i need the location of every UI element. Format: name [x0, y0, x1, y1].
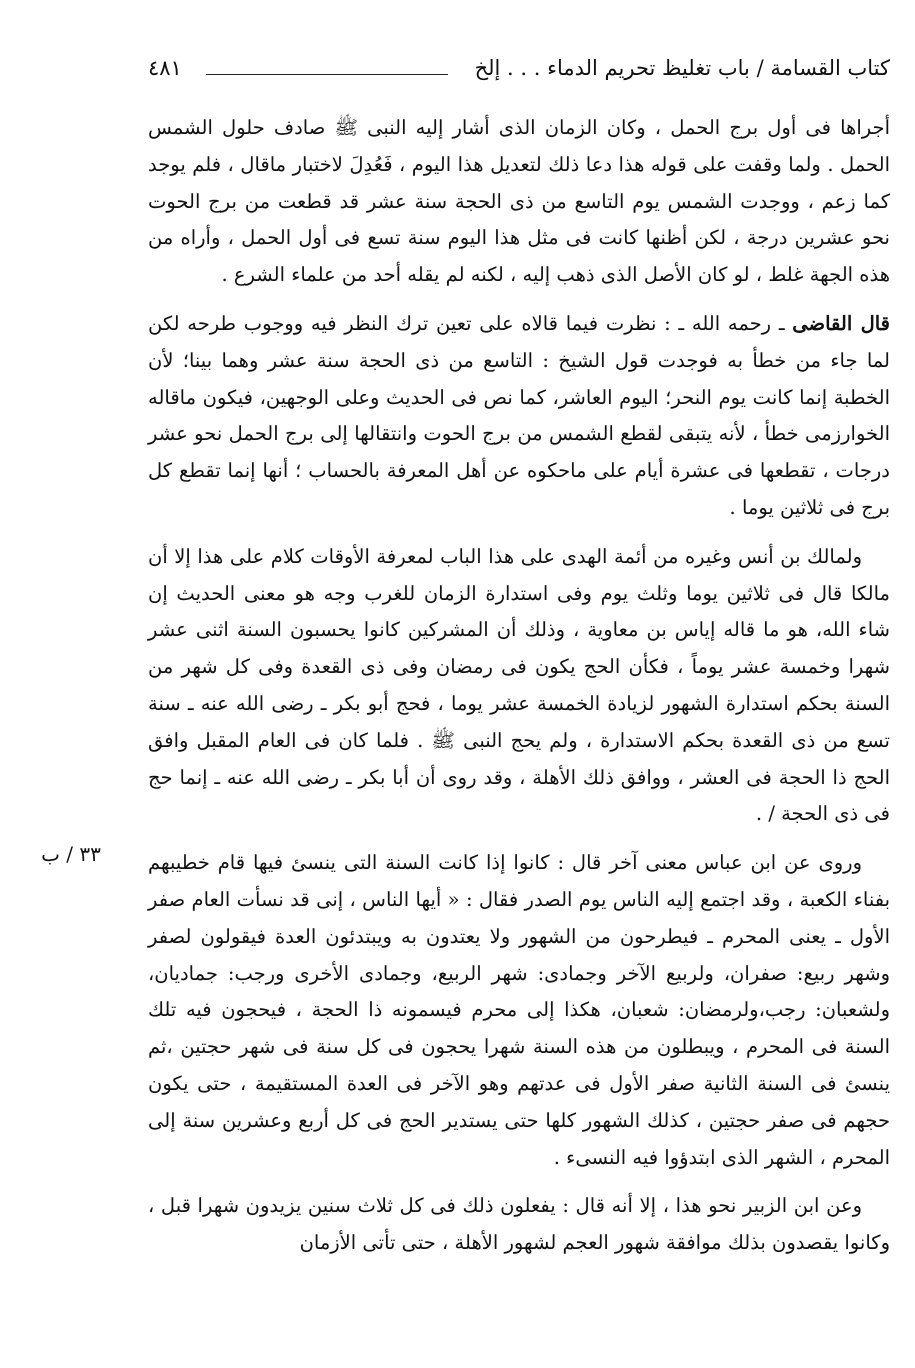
paragraph-5-text: وعن ابن الزبير نحو هذا ، إلا أنه قال : يفعلون ذلك فى كل ثلاث سنين يزيدون شهرا قبل ، وكانوا يقصدون بذلك موافقة شهور العجم لشهور الأهلة ، حتى تأتى الأزمان — [148, 1194, 890, 1255]
running-title: كتاب القسامة / باب تغليظ تحريم الدماء . . . إلخ — [474, 56, 890, 80]
paragraph-4-text: وروى عن ابن عباس معنى آخر قال : كانوا إذا كانت السنة التى ينسئ فيها قام خطيبهم بفناء الكعبة ، وقد اجتمع إليه الناس يوم الصدر فقال : « أيها الناس ، إنى قد نسأت العام صفر الأول ـ يعنى المحرم ـ فيطرحون من الشهور ولا يعتدون به ويبتدئون العدة فيقولون لصفر وشهر ربيع: صفران، ولربيع الآخر وجمادى: شهر الربيع، وجمادى الأخرى ورجب: جماديان، ولشعبان: رجب،ولرمضان: شعبان، هكذا إلى محرم فيسمونه ذا الحجة ، فيحجون فيه تلك السنة فى المحرم ، ويبطلون من هذه السنة شهرا يحجون فى كل سنة فى شهر حجتين ،ثم ينسئ فى السنة الثانية صفر الأول فى عدتهم وهو الآخر فى العدة المستقيمة ، حتى يكون حجهم فى صفر حجتين ، كذلك الشهور كلها حتى يستدير الحج فى كل أربع وعشرين سنة إلى المحرم ، الشهر الذى ابتدؤوا فيه النسىء . — [148, 851, 890, 1169]
margin-folio-note: ٣٣ / ب — [41, 842, 101, 866]
paragraph-3 — [148, 539, 890, 833]
paragraph-5 — [148, 1188, 890, 1262]
paragraph-1 — [148, 110, 890, 294]
paragraph-3-text: ولمالك بن أنس وغيره من أئمة الهدى على هذا الباب لمعرفة الأوقات كلام على هذا إلا أن مالكا قال فى ثلاثين يوما وثلث يوم وفى استدارة الزمان للغرب وجه هو معنى الحديث إن شاء الله، هو ما قاله إياس بن معاوية ، وذلك أن المشركين كانوا يحسبون السنة اثنى عشر شهرا وخمسة عشر يوماً ، فكأن الحج يكون فى رمضان وفى ذى القعدة وفى كل شهر من السنة بحكم استدارة الشهور لزيادة الخمسة عشر يوما ، فحج أبو بكر ـ رضى الله عنه ـ سنة تسع من ذى القعدة بحكم الاستدارة ، ولم يحج النبى ﷺ . فلما كان فى العام المقبل وافق الحج ذا الحجة فى العشر ، ووافق ذلك الأهلة ، وقد روى أن أبا بكر ـ رضى الله عنه ـ إنما حج فى ذى الحجة / . — [148, 544, 890, 826]
paragraph-4 — [148, 845, 890, 1176]
paragraph-2-lead: قال القاضى — [792, 311, 890, 335]
page-header — [148, 56, 890, 90]
paragraph-2-text: ـ رحمه الله ـ : نظرت فيما قالاه على تعين ترك النظر فيه ووجوب طرحه لكن لما جاء من خطأ به فوجدت قول الشيخ : التاسع من ذى الحجة سنة عشر وهما بينا؛ لأن الخطبة إنما كانت يوم النحر؛ اليوم العاشر، كما نص فى الحديث وعلى الوجهين، فيكون ماقاله الخوارزمى خطأ ، لأنه يتبقى لقطع الشمس من برج الحوت وانتقالها إلى برج الحمل نحو عشر درجات ، تقطعها فى عشرة أيام على ماحكوه عن أهل المعرفة بالحساب ؛ أنها إنما تقطع كل برج فى ثلاثين يوما . — [148, 311, 890, 519]
body-text — [148, 110, 890, 1262]
header-rule — [206, 74, 448, 75]
paragraph-2 — [148, 306, 890, 527]
paragraph-1-text: أجراها فى أول برج الحمل ، وكان الزمان الذى أشار إليه النبى ﷺ صادف حلول الشمس الحمل . ولما وقفت على قوله هذا دعا ذلك لتعديل هذا اليوم ، فَعُدِلَ لاختبار ماقال ، فلم يوجد كما زعم ، ووجدت الشمس يوم التاسع من ذى الحجة سنة عشر قد قطعت من برج الحوت نحو عشرين درجة ، لكن أظنها كانت فى مثل هذا اليوم سنة تسع فى أول الحمل ، وأراه من هذه الجهة غلط ، لو كان الأصل الذى ذهب إليه ، لكنه لم يقله أحد من علماء الشرع . — [148, 116, 890, 287]
page-number: ٤٨١ — [148, 56, 182, 80]
